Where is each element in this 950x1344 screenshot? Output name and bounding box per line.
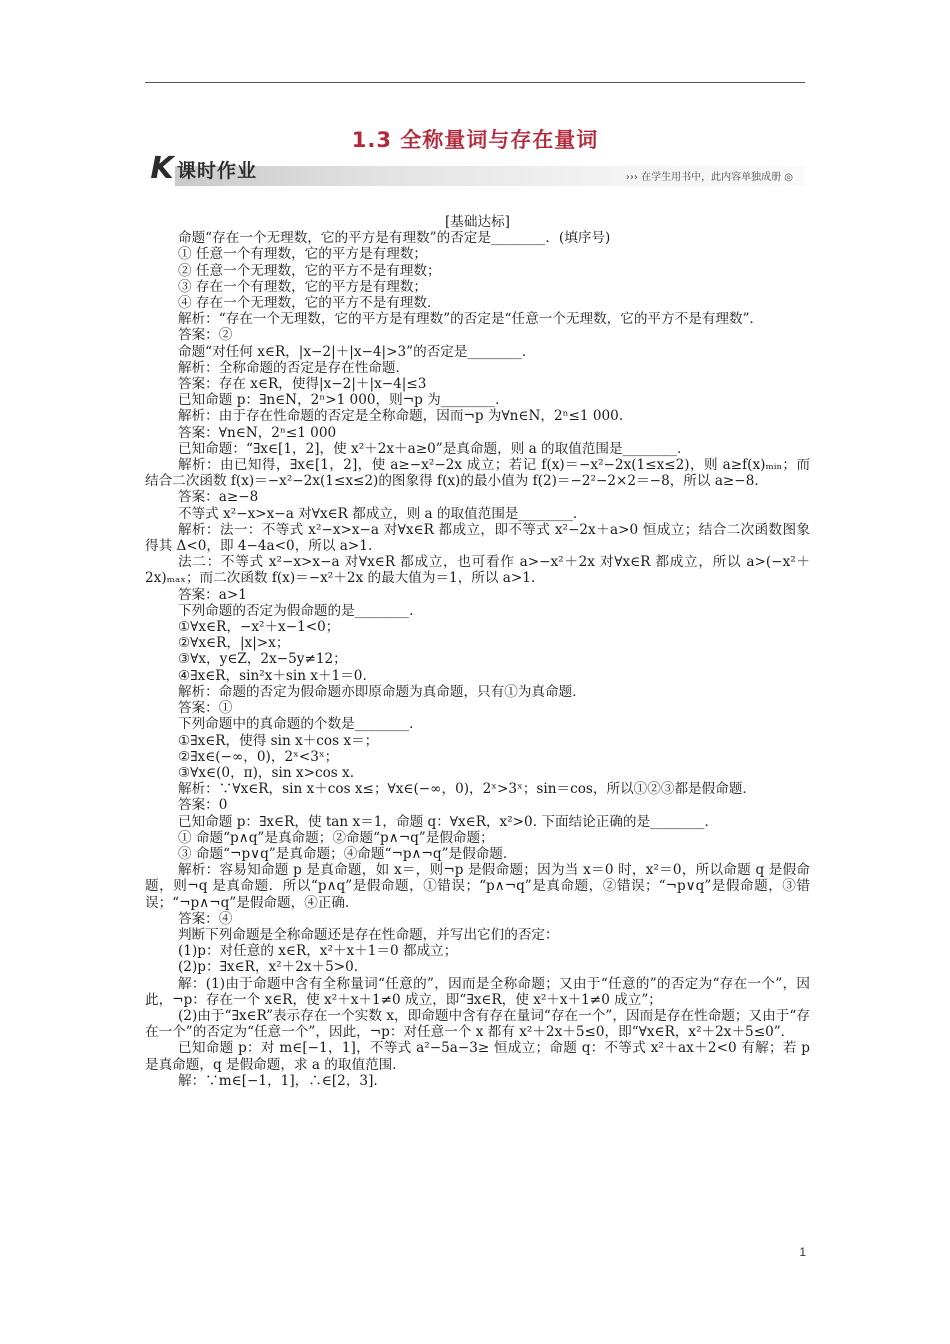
text-line: 解析：全称命题的否定是存在性命题． [178, 359, 410, 376]
text-line: ③∀x∈(0，π)，sin x>cos x. [178, 764, 355, 781]
page-number: 1 [799, 1245, 806, 1259]
text-line: 答案：0 [178, 797, 228, 814]
text-line: 解析：容易知命题 p 是真命题，如 x＝，则¬p 是假命题；因为当 x＝0 时，x²＝0，所以命题 q 是假命题，则¬q 是真命题．所以“p∧q”是假命题，①错误；“p∧¬q”是真命题，②错误；“¬p∨q”是假命题，③错误；“¬p∧¬q”是假命题，④正确． [145, 862, 810, 911]
text-line: ②∀x∈R，|x|>x； [178, 635, 290, 652]
text-line: 解析：由于存在性命题的否定是全称命题，因而¬p 为∀n∈N，2ⁿ≤1 000. [178, 408, 624, 425]
text-line: 命题“存在一个无理数，它的平方是有理数”的否定是________．(填序号) [178, 230, 611, 247]
text-line: ③ 命题“¬p∨q”是真命题；④命题“¬p∧¬q”是假命题． [178, 845, 517, 862]
text-line: 已知命题：“∃x∈[1，2]，使 x²＋2x＋a≥0”是真命题，则 a 的取值范围是________． [178, 440, 691, 457]
text-line: 答案：④ [178, 910, 233, 927]
section-heading: [基础达标] [445, 214, 510, 230]
text-line: 解：∵m∈[−1，1]，∴∈[2，3]. [178, 1072, 378, 1089]
banner-logo-icon: K [150, 151, 174, 186]
text-line: ③ 存在一个有理数，它的平方是有理数； [178, 278, 428, 295]
text-line: 不等式 x²−x>x−a 对∀x∈R 都成立，则 a 的取值范围是________． [178, 505, 587, 522]
text-line: 答案：① [178, 700, 233, 717]
text-line: 已知命题 p：对 m∈[−1，1]，不等式 a²−5a−3≥ 恒成立；命题 q：不等式 x²＋ax＋2<0 有解；若 p 是真命题，q 是假命题，求 a 的取值范围． [145, 1040, 810, 1073]
text-line: ①∃x∈R，使得 sin x＋cos x＝； [178, 732, 379, 749]
text-line: 答案：∀n∈N，2ⁿ≤1 000 [178, 424, 337, 441]
text-line: 命题“对任何 x∈R，|x−2|＋|x−4|>3”的否定是________． [178, 343, 536, 360]
text-line: 已知命题 p：∃n∈N，2ⁿ>1 000，则¬p 为________． [178, 392, 509, 409]
text-line: (2)p：∃x∈R，x²＋2x＋5>0. [178, 959, 359, 976]
exercise-list [145, 230, 810, 1089]
text-line: (2)由于“∃x∈R”表示存在一个实数 x，即命题中含有存在量词“存在一个”，因而是存在性命题；又由于“存在一个”的否定为“任意一个”，因此，¬p：对任意一个 x 都有 x²＋2x＋5≤0，即“∀x∈R，x²＋2x＋5≤0”． [145, 1007, 810, 1041]
text-line: ①∀x∈R，−x²＋x−1<0； [178, 619, 340, 636]
text-line: 下列命题中的真命题的个数是________． [178, 716, 423, 733]
page-title: 1.3 全称量词与存在量词 [351, 128, 599, 152]
text-line: 解析：由已知得，∃x∈[1，2]，使 a≥−x²−2x 成立；若记 f(x)＝−x²−2x(1≤x≤2)，则 a≥f(x)ₘᵢₙ；而结合二次函数 f(x)＝−x²−2x(1≤x≤2)的图象得 f(x)的最小值为 f(2)＝−2²−2×2＝−8，所以 a≥−8. [145, 457, 810, 490]
text-line: ④ 存在一个无理数，它的平方不是有理数． [178, 295, 441, 312]
text-line: 答案：② [178, 327, 233, 344]
text-line: ②∃x∈(−∞，0)，2ˣ<3ˣ； [178, 748, 339, 765]
banner-label: 课时作业 [177, 160, 258, 182]
text-line: (1)p：对任意的 x∈R，x²＋x＋1＝0 都成立； [178, 943, 458, 960]
header-rule [145, 82, 805, 83]
document-body [145, 214, 810, 1089]
text-line: ① 任意一个有理数，它的平方是有理数； [178, 246, 428, 263]
text-line: 已知命题 p：∃x∈R，使 tan x＝1，命题 q：∀x∈R，x²>0. 下面结论正确的是________． [178, 813, 719, 830]
text-line: 解：(1)由于命题中含有全称量词“任意的”，因而是全称命题；又由于“任意的”的否定为“存在一个”，因此，¬p：存在一个 x∈R，使 x²＋x＋1≠0 成立，即“∃x∈R，使 x²＋x＋1≠0 成立”； [145, 975, 810, 1008]
banner-note: ››› 在学生用书中，此内容单独成册 ◎ [625, 172, 793, 183]
section-banner [145, 150, 805, 188]
text-line: 解析：∵∀x∈R，sin x＋cos x≤；∀x∈(−∞，0)，2ˣ>3ˣ；sin＝cos，所以①②③都是假命题． [178, 781, 757, 798]
text-line: 判断下列命题是全称命题还是存在性命题，并写出它们的否定： [178, 926, 559, 943]
text-line: ① 命题“p∧q”是真命题；②命题“p∧¬q”是假命题； [178, 829, 494, 846]
text-line: 解析：“存在一个无理数，它的平方是有理数”的否定是“任意一个无理数，它的平方不是有理数”． [178, 311, 764, 328]
text-line: 解析：命题的否定为假命题亦即原命题为真命题，只有①为真命题． [178, 683, 586, 700]
text-line: 下列命题的否定为假命题的是________． [178, 602, 423, 619]
text-line: ② 任意一个无理数，它的平方不是有理数； [178, 262, 441, 279]
text-line: 答案：存在 x∈R，使得|x−2|＋|x−4|≤3 [178, 376, 427, 393]
text-line: ④∃x∈R，sin²x＋sin x＋1＝0. [178, 667, 367, 684]
text-line: 答案：a>1 [178, 586, 247, 603]
text-line: ③∀x，y∈Z，2x−5y≠12； [178, 651, 347, 668]
text-line: 法二：不等式 x²−x>x−a 对∀x∈R 都成立，也可看作 a>−x²＋2x 对∀x∈R 都成立，所以 a>(−x²＋2x)ₘₐₓ；而二次函数 f(x)＝−x²＋2x 的最大值为＝1，所以 a>1. [145, 554, 810, 587]
text-line: 解析：法一：不等式 x²−x>x−a 对∀x∈R 都成立，即不等式 x²−2x＋a>0 恒成立；结合二次函数图象得其 Δ<0，即 4−4a<0，所以 a>1. [145, 521, 810, 555]
text-line: 答案：a≥−8 [178, 489, 259, 506]
